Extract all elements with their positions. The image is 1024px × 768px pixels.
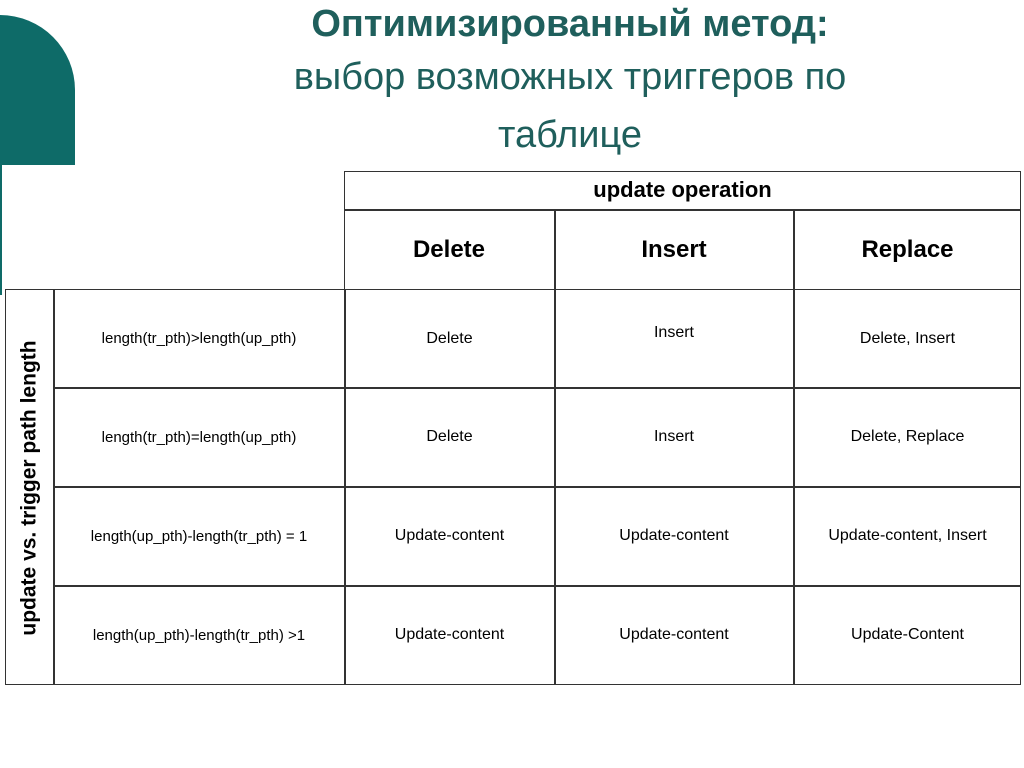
row-2-condition: length(tr_pth)=length(up_pth) [101, 428, 297, 446]
row-3-insert-cell: Update-content [619, 527, 729, 544]
row-4-condition: length(up_pth)-length(tr_pth) >1 [92, 626, 306, 644]
row-4-replace-cell: Update-Content [851, 626, 964, 643]
row-4-delete-cell: Update-content [394, 626, 505, 643]
column-header-insert: Insert [641, 236, 707, 263]
row-4-insert-cell: Update-content [619, 626, 729, 643]
title-line-3: таблице [497, 114, 643, 156]
row-2-insert-cell: Insert [653, 428, 694, 445]
side-header [6, 290, 54, 685]
side-header-text: update vs. trigger path length [18, 339, 42, 636]
row-3-condition: length(up_pth)-length(tr_pth) = 1 [90, 527, 308, 545]
row-2-replace-cell: Delete, Replace [850, 428, 965, 445]
row-1-delete-cell: Delete [426, 329, 473, 347]
slide-title [200, 0, 940, 164]
row-1-condition: length(tr_pth)>length(up_pth) [101, 330, 297, 347]
column-header-replace: Replace [861, 236, 954, 263]
title-line-2: выбор возможных триггеров по [293, 56, 847, 98]
title-line-1: Оптимизированный метод: [311, 3, 829, 45]
row-2-delete-cell: Delete [426, 428, 473, 445]
row-3-replace-cell: Update-content, Insert [828, 527, 987, 544]
left-rule-line [0, 165, 2, 295]
column-header-delete: Delete [412, 236, 486, 263]
row-1-insert-cell: Insert [653, 323, 694, 341]
row-3-delete-cell: Update-content [394, 527, 505, 544]
row-1-replace-cell: Delete, Insert [859, 329, 956, 347]
update-operation-header: update operation [593, 177, 772, 202]
